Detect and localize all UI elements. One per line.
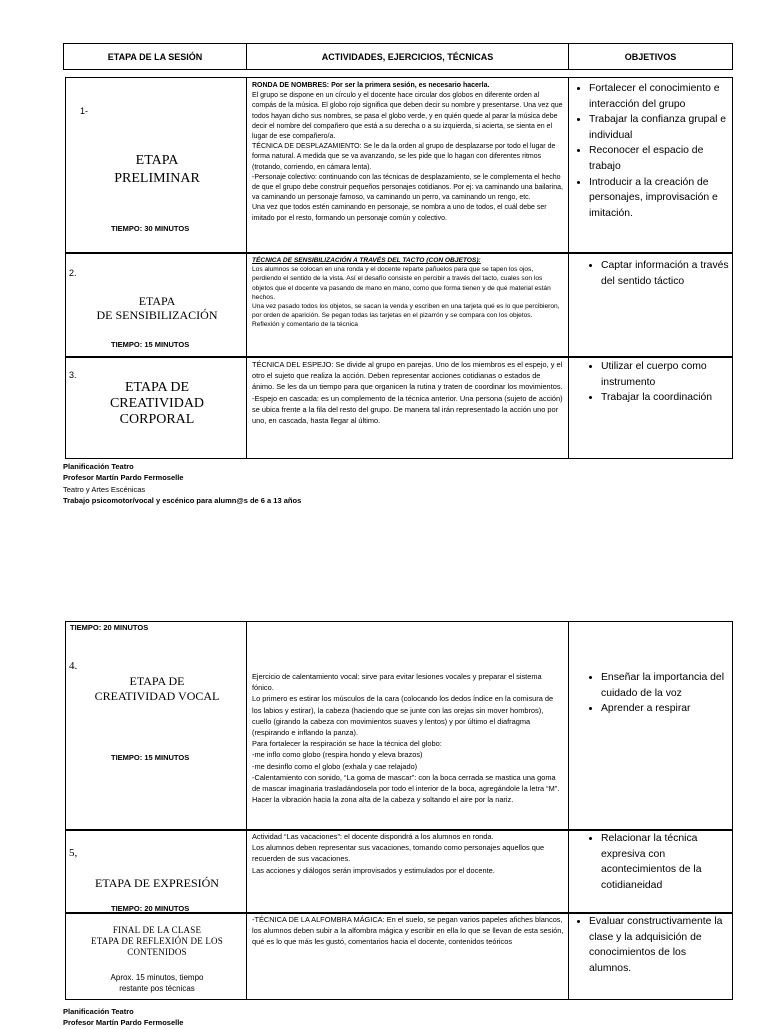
row1-number: 1-	[80, 106, 89, 116]
row4-number: 4.	[69, 660, 78, 672]
row2-number: 2.	[69, 268, 77, 278]
row3-stage-cell	[65, 357, 247, 459]
row6-title	[66, 925, 248, 958]
page1-footer	[63, 461, 301, 507]
row1-activity-4: Una vez que todos estén caminando en personaje, se nombra a uno de todos, el cuál debe ser imitado por el resto, formando un personaje común y colectivo.	[252, 204, 547, 222]
row2-title-line1: ETAPA	[138, 294, 176, 308]
row2-time: TIEMPO: 15 MINUTOS	[111, 340, 190, 349]
row4-activity-1: Lo primero es estirar los músculos de la cara (colocando los dedos índice en la comisura de los labios y estirar), la cabeza (haciendo que se junte con las orejas sin mover hombros), cuello (girando la cabeza con movimientos suaves y lentos) y por último el diafragma (respirando e inflando la panza).	[252, 694, 554, 738]
row6-activities-cell	[246, 913, 569, 1000]
row6-time	[66, 972, 248, 994]
header-objectives-label: OBJETIVOS	[624, 51, 677, 62]
row2-stage-cell	[65, 253, 247, 357]
row6-objectives-cell	[568, 913, 733, 1000]
row5-objectives-cell	[568, 830, 733, 913]
row3-title-line3: CORPORAL	[119, 412, 195, 427]
row3-title	[66, 380, 248, 428]
row5-time: TIEMPO: 20 MINUTOS	[111, 904, 190, 913]
row5-activity-1: Los alumnos deben representar sus vacaciones, tomando como personajes aquellos que recuerden de sus vacaciones.	[252, 843, 545, 864]
row1-stage-cell	[65, 77, 247, 253]
row1-title-line2: PRELIMINAR	[114, 170, 200, 186]
row1-title	[66, 152, 248, 187]
row3-objective: • Trabajar la coordinación	[601, 390, 730, 406]
top-time: TIEMPO: 20 MINUTOS	[70, 623, 149, 632]
row6-activity-0: -TÉCNICA DE LA ALFOMBRA MÁGICA: En el suelo, se pegan varios papeles afiches blancos, los alumnos deben subir a la alfombra mágica y escribir en ella lo que se llevan de esta sesión, qué es lo que más les gustó, comentarios hacia el docente, contenidos teóricos	[252, 915, 564, 947]
row2-activity-1: Los alumnos se colocan en una ronda y el docente reparte pañuelos para que se tapen los ojos, perdiendo el sentido de la vista. Así el desafío consiste en percibir a través del tacto, cuales son los objetos que el docente va pasando de mano en mano, como que forma tienen y de qué material están hechos.	[252, 266, 551, 301]
row4-time: TIEMPO: 15 MINUTOS	[111, 753, 190, 762]
header-activities-cell	[246, 43, 569, 70]
header-activities-label: ACTIVIDADES, EJERCICIOS, TÉCNICAS	[321, 51, 494, 62]
row5-objective: • Relacionar la técnica expresiva con acontecimientos de la cotidianeidad	[601, 831, 730, 893]
page2-footer	[63, 1006, 183, 1029]
row2-activity-0: TÉCNICA DE SENSIBILIZACIÓN A TRAVÉS DEL TACTO (CON OBJETOS):	[252, 257, 481, 264]
footer-line: Trabajo psicomotor/vocal y escénico para alumn@s de 6 a 13 años	[63, 496, 302, 506]
footer-line: Planificación Teatro	[63, 1007, 134, 1016]
row5-stage-cell	[65, 830, 247, 913]
row4-title-line2: CREATIVIDAD VOCAL	[94, 689, 220, 703]
header-objectives-cell	[568, 43, 733, 70]
row1-objective: • Trabajar la confianza grupal e individual	[589, 112, 730, 143]
header-stage-label: ETAPA DE LA SESIÓN	[107, 51, 203, 62]
row1-activities-cell	[246, 77, 569, 253]
header-stage-cell	[63, 43, 247, 70]
row4-activity-0: Ejercicio de calentamiento vocal: sirve para evitar lesiones vocales y preparar el sistema fónico.	[252, 672, 542, 693]
row1-objective: • Introducir a la creación de personajes, improvisación e imitación.	[589, 175, 730, 222]
row1-activity-0: RONDA DE NOMBRES: Por ser la primera sesión, es necesario hacerla.	[252, 82, 490, 89]
row5-activities-cell	[246, 830, 569, 913]
row3-activities-cell	[246, 357, 569, 459]
row6-stage-cell	[65, 913, 247, 1000]
row4-activity-4: -me desinflo como el globo (exhala y cae relajado)	[252, 761, 418, 771]
row1-activity-1: El grupo se dispone en un círculo y el docente hace circular dos globos en diferente orden al compás de la música. El globo rojo significa que deben decir su nombre y presentarse. Una vez que todos hayan dicho sus nombres, se pasa el globo verde, y en quién quede al parar la música debe decir el nombre del compañero que está a su derecha o a su izquierda, si acierta, se sienta en el lugar de ese compañero/a.	[252, 92, 563, 141]
row3-number: 3.	[69, 370, 77, 380]
row6-title-line3: CONTENIDOS	[127, 947, 187, 957]
row4-activity-2: Para fortalecer la respiración se hace la técnica del globo:	[252, 739, 442, 749]
row2-activity-2: Una vez pasado todos los objetos, se sacan la venda y escriben en una tarjeta qué es lo que percibieron, por orden de aparición. Se pegan todas las tarjetas en el pizarrón y se compara con los objetos.	[252, 303, 560, 320]
row3-title-line1: ETAPA DE	[124, 380, 190, 395]
row3-activity-1: -Espejo en cascada: es un complemento de la técnica anterior. Una persona (sujeto de acción) se ubica frente a la fila del resto del grupo. De manera tal irán representado la acción uno por uno, en cascada, hasta llegar al último.	[252, 393, 563, 426]
row2-title	[66, 294, 248, 322]
row4-objectives-cell	[568, 621, 733, 830]
row1-activity-3: -Personaje colectivo: continuando con las técnicas de desplazamiento, se le complementa el hecho de que el grupo debe construir pequeños personajes cotidianos. Por ej: va caminando una bailarina, va caminando un personaje famoso, va caminando un perro, va caminando un rengo, etc.	[252, 173, 563, 202]
row2-activity-3: Reflexión y comentario de la técnica	[252, 321, 358, 329]
row4-activity-3: -me inflo como globo (respira hondo y eleva brazos)	[252, 750, 423, 760]
row4-activity-5: -Calentamiento con sonido, “La goma de mascar”: con la boca cerrada se mastica una goma de mascar imaginaria trasladándosela por todo el interior de la boca, agregándole la letra “M”. Hacer la vibración hacia la zona alta de la cabeza y soltando el aire por la nariz.	[252, 772, 560, 805]
row5-title: ETAPA DE EXPRESIÓN	[95, 876, 219, 890]
row4-activities-cell	[246, 621, 569, 830]
row4-title	[66, 674, 248, 704]
row6-time-line2: restante pos técnicas	[119, 984, 195, 993]
row1-time: TIEMPO: 30 MINUTOS	[111, 224, 190, 233]
footer-line: Planificación Teatro	[63, 462, 134, 471]
row5-activity-2: Las acciones y diálogos serán improvisados y estimulados por el docente.	[252, 865, 495, 875]
row1-objective: • Reconocer el espacio de trabajo	[589, 143, 730, 174]
row1-objectives-cell	[568, 77, 733, 253]
row4-title-line1: ETAPA DE	[129, 674, 185, 688]
row3-objectives-cell	[568, 357, 733, 459]
row5-number: 5,	[69, 847, 78, 859]
row3-activity-0: TÉCNICA DEL ESPEJO: Se divide al grupo en parejas. Uno de los miembros es el espejo, y el otro el sujeto que realiza la acción. Deben representar acciones cotidianas o estados de ánimo. Se les da un tiempo para que organicen la rutina y traten de coordinar los movimientos.	[252, 360, 563, 392]
row2-title-line2: DE SENSIBILIZACIÓN	[96, 308, 218, 322]
row6-time-line1: Aprox. 15 minutos, tiempo	[110, 973, 204, 982]
footer-line: Profesor Martín Pardo Fermoselle	[63, 1018, 184, 1028]
row2-objective: • Captar información a través del sentido táctico	[601, 258, 730, 289]
row4-stage-cell	[65, 621, 247, 830]
row6-objective: • Evaluar constructivamente la clase y la adquisición de conocimientos de los alumnos.	[589, 914, 730, 976]
row1-title-line1: ETAPA	[135, 153, 179, 168]
row3-title-line2: CREATIVIDAD	[109, 396, 205, 411]
row2-activities-cell	[246, 253, 569, 357]
row5-activity-0: Actividad “Las vacaciones”: el docente dispondrá a los alumnos en ronda.	[252, 832, 494, 841]
row1-activity-2: TÉCNICA DE DESPLAZAMIENTO: Se le da la orden al grupo de desplazarse por todo el lugar de forma natural. A medida que se va avanzando, se les pide que lo hagan con diferentes ritmos (trotando, corriendo, en cámara lenta).	[252, 143, 556, 171]
row4-objective: • Enseñar la importancia del cuidado de la voz	[601, 670, 730, 701]
row1-objective: • Fortalecer el conocimiento e interacción del grupo	[589, 81, 730, 112]
footer-line: Teatro y Artes Escénicas	[63, 484, 146, 494]
row4-objective: • Aprender a respirar	[601, 701, 730, 717]
row6-title-line2: ETAPA DE REFLEXIÓN DE LOS	[91, 936, 223, 946]
row6-title-line1: FINAL DE LA CLASE	[112, 925, 202, 935]
row3-objective: • Utilizar el cuerpo como instrumento	[601, 359, 730, 390]
row2-objectives-cell	[568, 253, 733, 357]
footer-line: Profesor Martín Pardo Fermoselle	[63, 473, 184, 483]
